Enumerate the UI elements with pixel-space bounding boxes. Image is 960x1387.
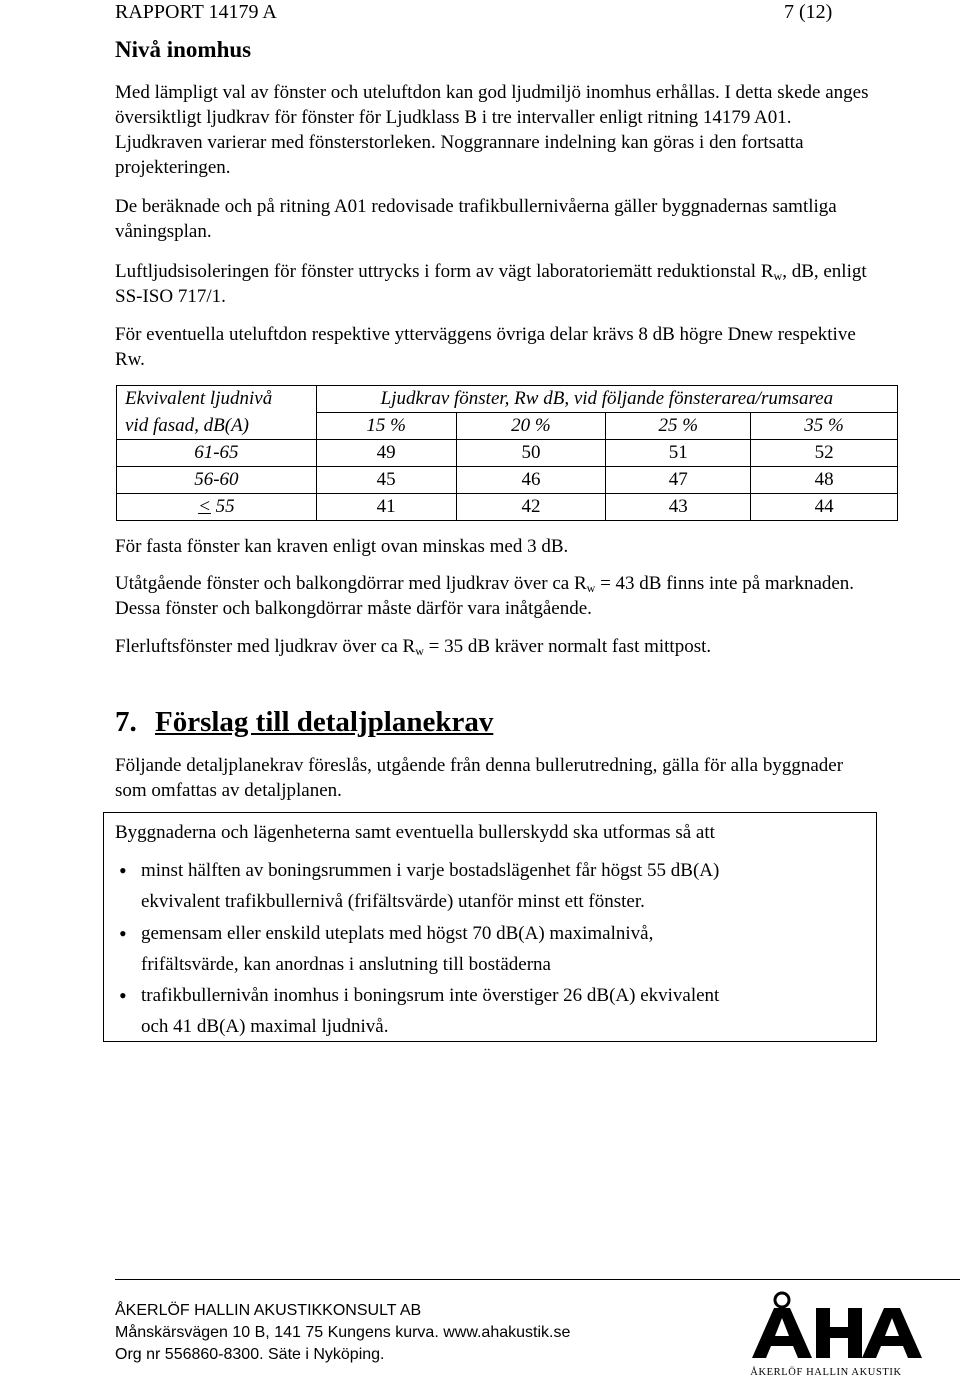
requirements-box-intro: Byggnaderna och lägenheterna samt eventuella bullerskydd ska utformas så att: [115, 822, 715, 843]
paragraph-insulation: Luftljudsisoleringen för fönster uttrycks i form av vägt laboratoriemätt reduktionstal $R_w$, dB, enligt SS-ISO 717/1.: [115, 261, 867, 307]
bullet-icon: •: [119, 858, 127, 883]
note-multi-pane-windows: Flerluftsfönster med ljudkrav över ca $R_w = 35$ dB kräver normalt fast mittpost.: [115, 636, 712, 658]
list-item: • trafikbullernivån inomhus i boningsrum inte överstiger 26 dB(A) ekvivalent och 41 dB(A) maximal ljudnivå.: [115, 980, 855, 1042]
note-outward-windows: Utåtgående fönster och balkongdörrar med ljudkrav över ca $R_w = 43$ dB finns inte på marknaden. Dessa fönster och balkongdörrar måste därför vara inåtgående.: [115, 573, 855, 619]
aha-logo-icon: [722, 1290, 930, 1382]
table-row: [117, 494, 898, 521]
table-cell: 51: [606, 440, 751, 467]
table-cell: 52: [751, 440, 898, 467]
paragraph-levels: De beräknade och på ritning A01 redovisade trafikbullernivåerna gäller byggnadernas samtliga våningsplan.: [115, 196, 837, 242]
table-cell: 45: [316, 467, 456, 494]
report-number: RAPPORT 14179 A: [115, 1, 277, 23]
table-col-35: 35 %: [751, 413, 898, 440]
page-number: 7 (12): [784, 1, 833, 23]
footer-address: Månskärsvägen 10 B, 141 75 Kungens kurva. www.ahakustik.se: [115, 1324, 571, 1341]
table-row-label: < 55: [117, 494, 317, 521]
requirements-box: [103, 812, 877, 1042]
table-row-header-line1: Ekvivalent ljudnivå: [117, 386, 317, 413]
section-heading-indoor: Nivå inomhus: [115, 37, 252, 62]
table-row: [117, 440, 898, 467]
table-col-15: 15 %: [316, 413, 456, 440]
paragraph-intro: Med lämpligt val av fönster och uteluftdon kan god ljudmiljö inomhus erhållas. I detta skede anges översiktligt ljudkrav för fönster för Ljudklass B i tre intervaller enligt ritning 14179 A01. Ljudkraven varierar med fönsterstorleken. Noggrannare indelning kan göras i den fortsatta projekteringen.: [115, 82, 869, 178]
table-cell: 47: [606, 467, 751, 494]
footer-divider: [115, 1279, 960, 1280]
sound-requirement-table: [116, 385, 898, 521]
table-row: [117, 467, 898, 494]
section-7-heading: 7. Förslag till detaljplanekrav: [115, 706, 494, 738]
list-item: • minst hälften av boningsrummen i varje bostadslägenhet får högst 55 dB(A) ekvivalent trafikbullernivå (frifältsvärde) utanför minst ett fönster.: [115, 855, 855, 917]
table-cell: 44: [751, 494, 898, 521]
table-row-header-line2: vid fasad, dB(A): [117, 413, 317, 440]
table-row-label: 61-65: [117, 440, 317, 467]
table-row-label: 56-60: [117, 467, 317, 494]
section-7-intro: Följande detaljplanekrav föreslås, utgående från denna bullerutredning, gälla för alla byggnader som omfattas av detaljplanen.: [115, 755, 844, 801]
table-cell: 43: [606, 494, 751, 521]
table-cell: 48: [751, 467, 898, 494]
company-logo: [722, 1290, 930, 1382]
paragraph-air-vents: För eventuella uteluftdon respektive ytterväggens övriga delar krävs 8 dB högre Dnew respektive Rw.: [115, 324, 856, 370]
table-cell: 46: [456, 467, 606, 494]
table-cell: 49: [316, 440, 456, 467]
table-cell: 42: [456, 494, 606, 521]
table-column-header: Ljudkrav fönster, Rw dB, vid följande fönsterarea/rumsarea: [316, 386, 897, 413]
footer-org: Org nr 556860-8300. Säte i Nyköping.: [115, 1346, 385, 1363]
svg-text:ÅKERLÖF HALLIN AKUSTIK: ÅKERLÖF HALLIN AKUSTIK: [750, 1367, 902, 1378]
bullet-icon: •: [119, 983, 127, 1008]
table-cell: 41: [316, 494, 456, 521]
table-col-25: 25 %: [606, 413, 751, 440]
bullet-icon: •: [119, 921, 127, 946]
note-fixed-windows: För fasta fönster kan kraven enligt ovan minskas med 3 dB.: [115, 536, 569, 557]
table-cell: 50: [456, 440, 606, 467]
table-col-20: 20 %: [456, 413, 606, 440]
footer-company: ÅKERLÖF HALLIN AKUSTIKKONSULT AB: [115, 1302, 422, 1319]
list-item: • gemensam eller enskild uteplats med högst 70 dB(A) maximalnivå, frifältsvärde, kan anordnas i anslutning till bostäderna: [115, 918, 855, 980]
